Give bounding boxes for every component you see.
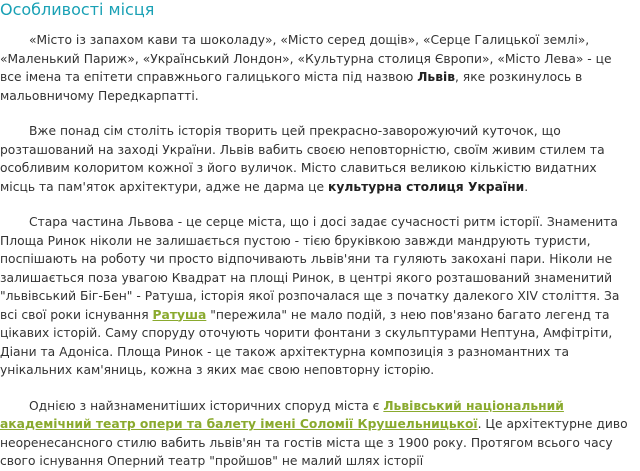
paragraph-4-text-b: . Це архітектурне диво неоренесансного стилю вабить львів'ян та гостів міста ще з 1900 року. Протягом всього часу свого існування Оперний театр "пройшов" не малий шлях історії — [0, 417, 628, 468]
section-title: Особливості місця — [0, 0, 155, 19]
paragraph-4-text-a: Однією з найзнаменитіших історичних споруд міста є — [29, 398, 384, 413]
city-name-bold: Львів — [417, 70, 455, 84]
paragraph-3 — [0, 213, 636, 380]
paragraph-3-text-a: Стара частина Львова - це серце міста, що і досі задає сучасності ритм історії. Знаменита Площа Ринок ніколи не залишається пустою - тією бруківкою завжди мандрують туристи, поспішають на роботу чи просто відпочивають львів'яни та гуляють закохані пари. Ніколи не залишається поза увагою Квадрат на площі Ринок, в центрі якого розташований знаменитий "львівський Біг-Бен" - Ратуша, історія якої розпочалася ще з початку далекого XIV століття. За всі свої роки існування — [0, 215, 620, 322]
paragraph-1-text-a: «Місто із запахом кави та шоколаду», «Місто серед дощів», «Серце Галицької землі», «Маленький Париж», «Український Лондон», «Культурна столиця Європи», «Місто Лева» - це все імена та епітети справжнього галицького міста під назвою — [0, 33, 612, 84]
paragraph-2-text-a: Вже понад сім століть історія творить цей прекрасно-заворожуючий куточок, що розташований на заході України. Львів вабить своєю неповторністю, своїм живим стилем та особливим колоритом кожної з його вуличок. Місто славиться великою кількістю видатних місць та пам'яток архітектури, адже не дарма це — [0, 124, 605, 194]
ratusha-link[interactable]: Ратуша — [152, 307, 207, 322]
paragraph-4 — [0, 397, 636, 471]
paragraph-1 — [0, 31, 636, 105]
paragraph-2 — [0, 122, 636, 196]
paragraph-2-text-b: . — [524, 179, 529, 194]
paragraph-1-text-b: , яке розкинулось в мальовничому Передкарпатті. — [0, 70, 583, 103]
paragraph-3-text-b: "пережила" не мало подій, з нею пов'язано багато легенд та цікавих історій. Саму споруду оточують чорити фонтани з скульптурами Нептуна, Амфітріти, Діани та Адоніса. Площа Ринок - це також архітектурна композиція з разномантних та унікальних кам'яниць, кожна з яких має свою неповторну історію. — [0, 307, 613, 377]
opera-theatre-link[interactable]: Львівський національний академічний театр опери та балету імені Соломії Крушельницької — [0, 398, 564, 431]
cultural-capital-bold: культурна столиця України — [328, 179, 525, 194]
